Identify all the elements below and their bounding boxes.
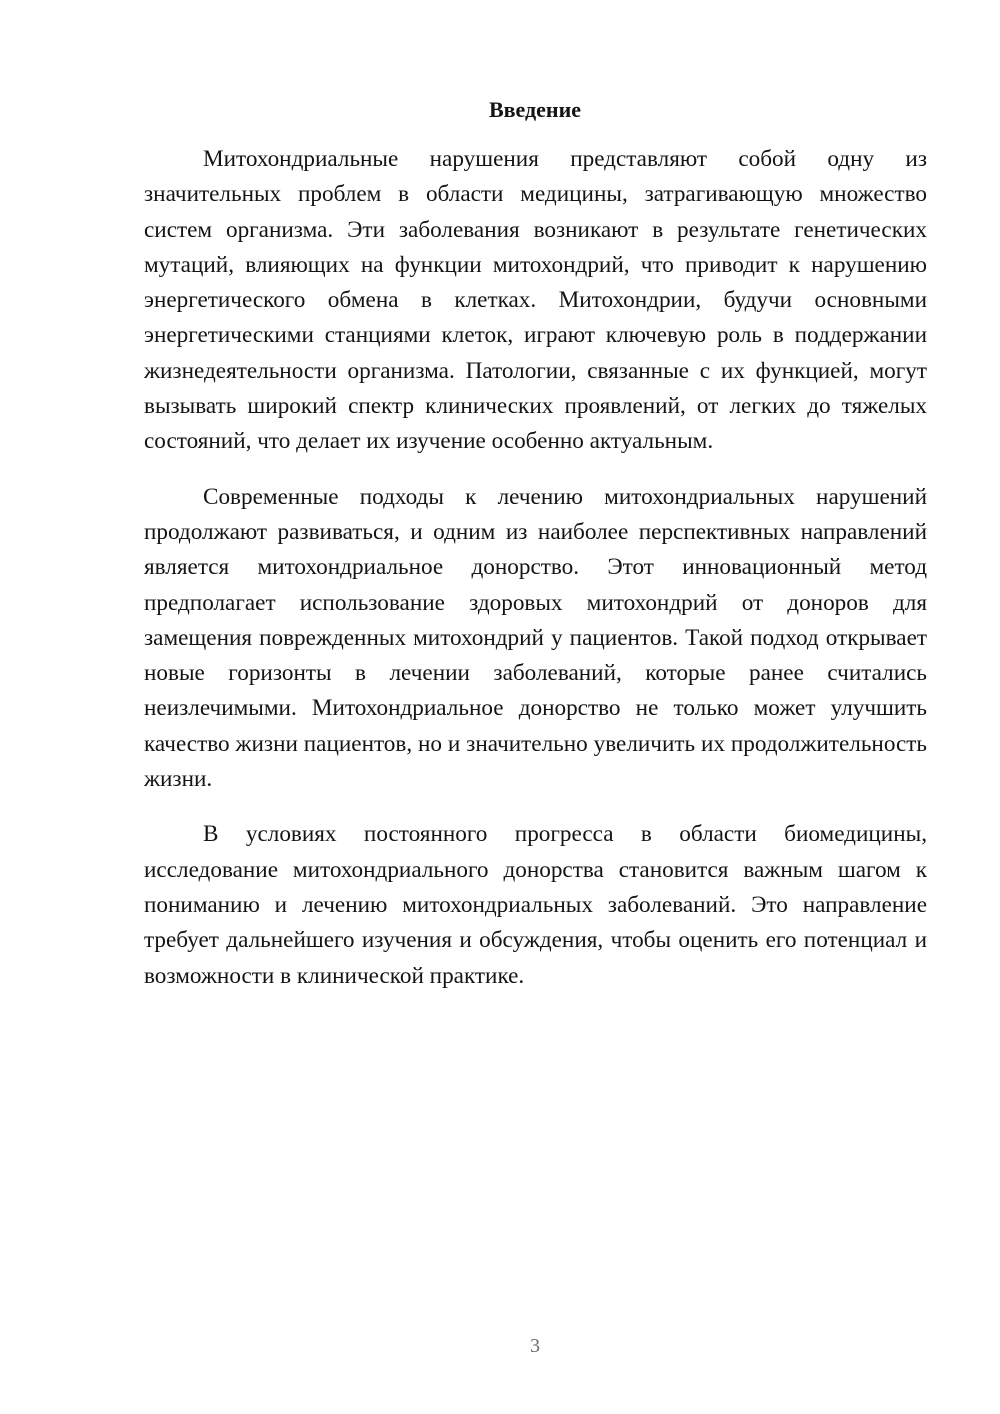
page-number: 3 xyxy=(530,1335,540,1357)
body-text xyxy=(144,142,927,1014)
paragraph-1: Митохондриальные нарушения представляют собой одну из значительных проблем в области медицины, затрагивающую множество систем организма. Эти заболевания возникают в результате генетических мутаций, влияющих на функции митохондрий, что приводит к нарушению энергетического обмена в клетках. Митохондрии, будучи основными энергетическими станциями клеток, играют ключевую роль в поддержании жизнедеятельности организма. Патологии, связанные с их функцией, могут вызывать широкий спектр клинических проявлений, от легких до тяжелых состояний, что делает их изучение особенно актуальным. xyxy=(144,146,927,455)
paragraph-2: Современные подходы к лечению митохондриальных нарушений продолжают развиваться, и одним из наиболее перспективных направлений является митохондриальное донорство. Этот инновационный метод предполагает использование здоровых митохондрий от доноров для замещения поврежденных митохондрий у пациентов. Такой подход открывает новые горизонты в лечении заболеваний, которые ранее считались неизлечимыми. Митохондриальное донорство не только может улучшить качество жизни пациентов, но и значительно увеличить их продолжительность жизни. xyxy=(144,483,927,793)
section-heading: Введение xyxy=(488,97,582,122)
paragraph-3: В условиях постоянного прогресса в области биомедицины, исследование митохондриального донорства становится важным шагом к пониманию и лечению митохондриальных заболеваний. Это направление требует дальнейшего изучения и обсуждения, чтобы оценить его потенциал и возможности в клинической практике. xyxy=(144,821,927,989)
